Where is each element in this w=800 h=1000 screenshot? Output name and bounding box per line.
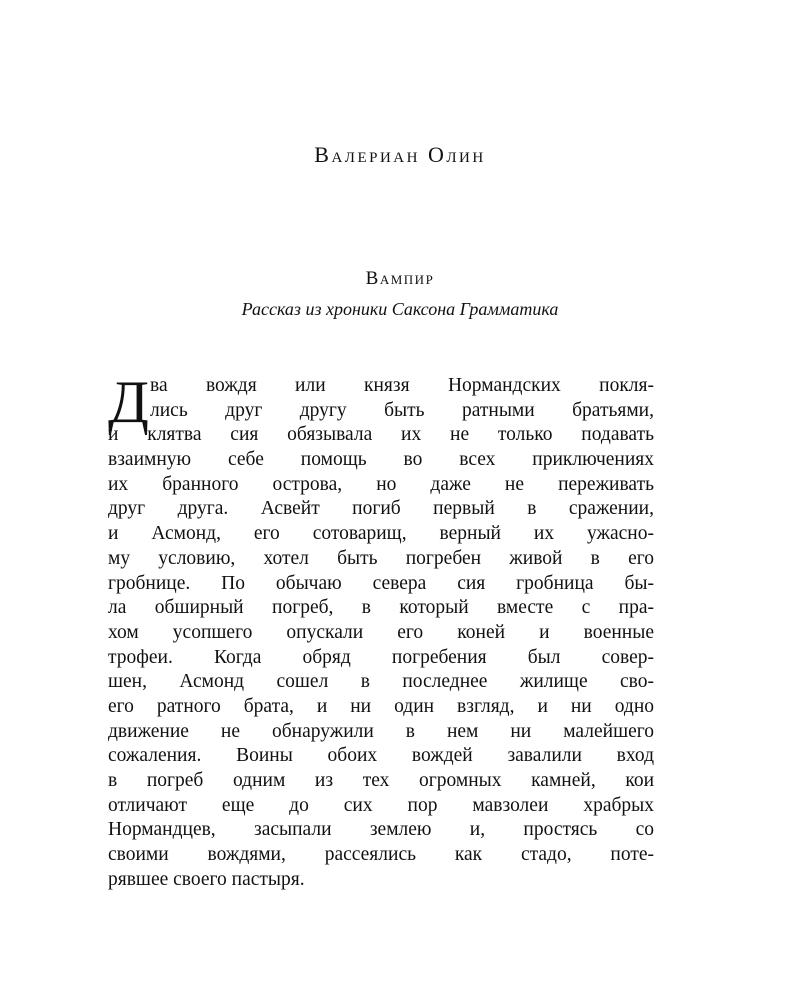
text-line: сожаления. Воины обоих вождей завалили вход — [108, 745, 654, 767]
text-line: ла обширный погреб, в который вместе с пра- — [108, 597, 654, 619]
story-title: Вампир — [365, 268, 435, 289]
text-line: шен, Асмонд сошел в последнее жилище сво- — [108, 671, 654, 693]
text-line: хом усопшего опускали его коней и военные — [108, 621, 654, 643]
text-line: в погреб одним из тех огромных камней, кои — [108, 770, 654, 791]
text-line: отличают еще до сих пор мавзолеи храбрых — [108, 794, 654, 816]
drop-cap: Д — [108, 369, 149, 435]
author-name: Валериан Олин — [314, 142, 486, 167]
text-line: трофеи. Когда обряд погребения был совер- — [108, 646, 654, 668]
story-subtitle: Рассказ из хроники Саксона Грамматика — [241, 299, 559, 319]
text-line-last: рявшее своего пастыря. — [108, 868, 305, 890]
text-line: его ратного брата, и ни один взгляд, и ни одно — [108, 695, 654, 717]
text-line: движение не обнаружили в нем ни малейшего — [108, 720, 654, 742]
text-line: своими вождями, рассеялись как стадо, поте- — [108, 844, 654, 866]
text-line: Нормандцев, засыпали землею и, простясь со — [108, 819, 654, 841]
text-line: гробнице. По обычаю севера сия гробница бы- — [108, 572, 654, 594]
text-line: взаимную себе помощь во всех приключениях — [108, 449, 654, 471]
text-line: му условию, хотел быть погребен живой в его — [108, 547, 654, 569]
text-line: и Асмонд, его сотоварищ, верный их ужасно- — [108, 523, 654, 545]
text-line: друг друга. Асвейт погиб первый в сражении, — [108, 498, 654, 520]
text-line: и клятва сия обязывала их не только подавать — [108, 424, 654, 446]
story-text — [108, 369, 654, 892]
text-line: их бранного острова, но даже не переживать — [108, 473, 654, 495]
text-line: лись друг другу быть ратными братьями, — [150, 399, 654, 421]
text-line: ва вождя или князя Нормандских покля- — [150, 375, 654, 396]
